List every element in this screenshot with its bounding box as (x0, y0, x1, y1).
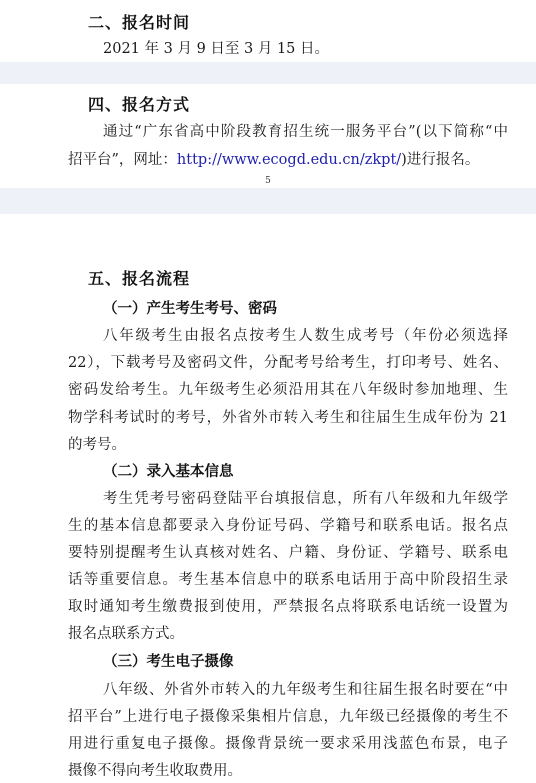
method-text-suffix: )进行报名。 (401, 152, 480, 168)
page-fragment-top (0, 0, 536, 62)
para1-line: 八年级考生由报名点按考生人数生成考号（年份必须选择 (103, 328, 508, 344)
para2-line: 取时通知考生缴费报到使用，严禁报名点将联系电话统一设置为 (68, 599, 508, 615)
method-text-line-1: 通过“广东省高中阶段教育招生统一服务平台”(以下简称“中 (103, 124, 508, 140)
method-text-line-2 (68, 148, 508, 169)
section-heading-method: 四、报名方式 (88, 95, 191, 114)
method-text-prefix: 招平台”，网址： (68, 152, 177, 168)
page-fragment-middle (0, 84, 536, 188)
para1-line: 物学科考试时的考号，外省外市转入考生和往届生生成年份为 21 (68, 410, 508, 426)
para3-line: 用进行重复电子摄像。摄像背景统一要求采用浅蓝色布景，电子 (68, 736, 508, 752)
page-number: 5 (265, 176, 271, 186)
section-heading-process: 五、报名流程 (88, 269, 191, 288)
para1-line: 的考号。 (68, 437, 126, 453)
subsection-title-3: （三）考生电子摄像 (103, 654, 234, 670)
subsection-title-1: （一）产生考生考号、密码 (103, 301, 277, 317)
platform-url-link[interactable]: http://www.ecogd.edu.cn/zkpt/ (176, 152, 402, 168)
para2-line: 报名点联系方式。 (68, 626, 184, 642)
para2-line: 考生凭考号密码登陆平台填报信息，所有八年级和九年级学 (103, 491, 508, 507)
page-fragment-bottom (0, 214, 536, 783)
para1-line: 密码发给考生。九年级考生必须沿用其在八年级时参加地理、生 (68, 382, 508, 398)
para2-line: 要特别提醒考生认真核对姓名、户籍、身份证、学籍号、联系电 (68, 545, 508, 561)
para3-line: 摄像不得向考生收取费用。 (68, 763, 242, 779)
para3-line: 招平台”上进行电子摄像采集相片信息，九年级已经摄像的考生不 (68, 709, 508, 725)
para2-line: 话等重要信息。考生基本信息中的联系电话用于高中阶段招生录 (68, 572, 508, 588)
para3-line: 八年级、外省外市转入的九年级考生和往届生报名时要在“中 (103, 682, 508, 698)
section-heading-time: 二、报名时间 (88, 13, 191, 32)
page-gap (0, 188, 536, 214)
para2-line: 生的基本信息都要录入身份证号码、学籍号和联系电话。报名点 (68, 518, 508, 534)
subsection-title-2: （二）录入基本信息 (103, 464, 234, 480)
para1-line: 22），下载考号及密码文件，分配考号给考生，打印考号、姓名、 (68, 355, 508, 371)
page-gap (0, 62, 536, 84)
registration-time-text: 2021 年 3 月 9 日至 3 月 15 日。 (103, 41, 330, 57)
